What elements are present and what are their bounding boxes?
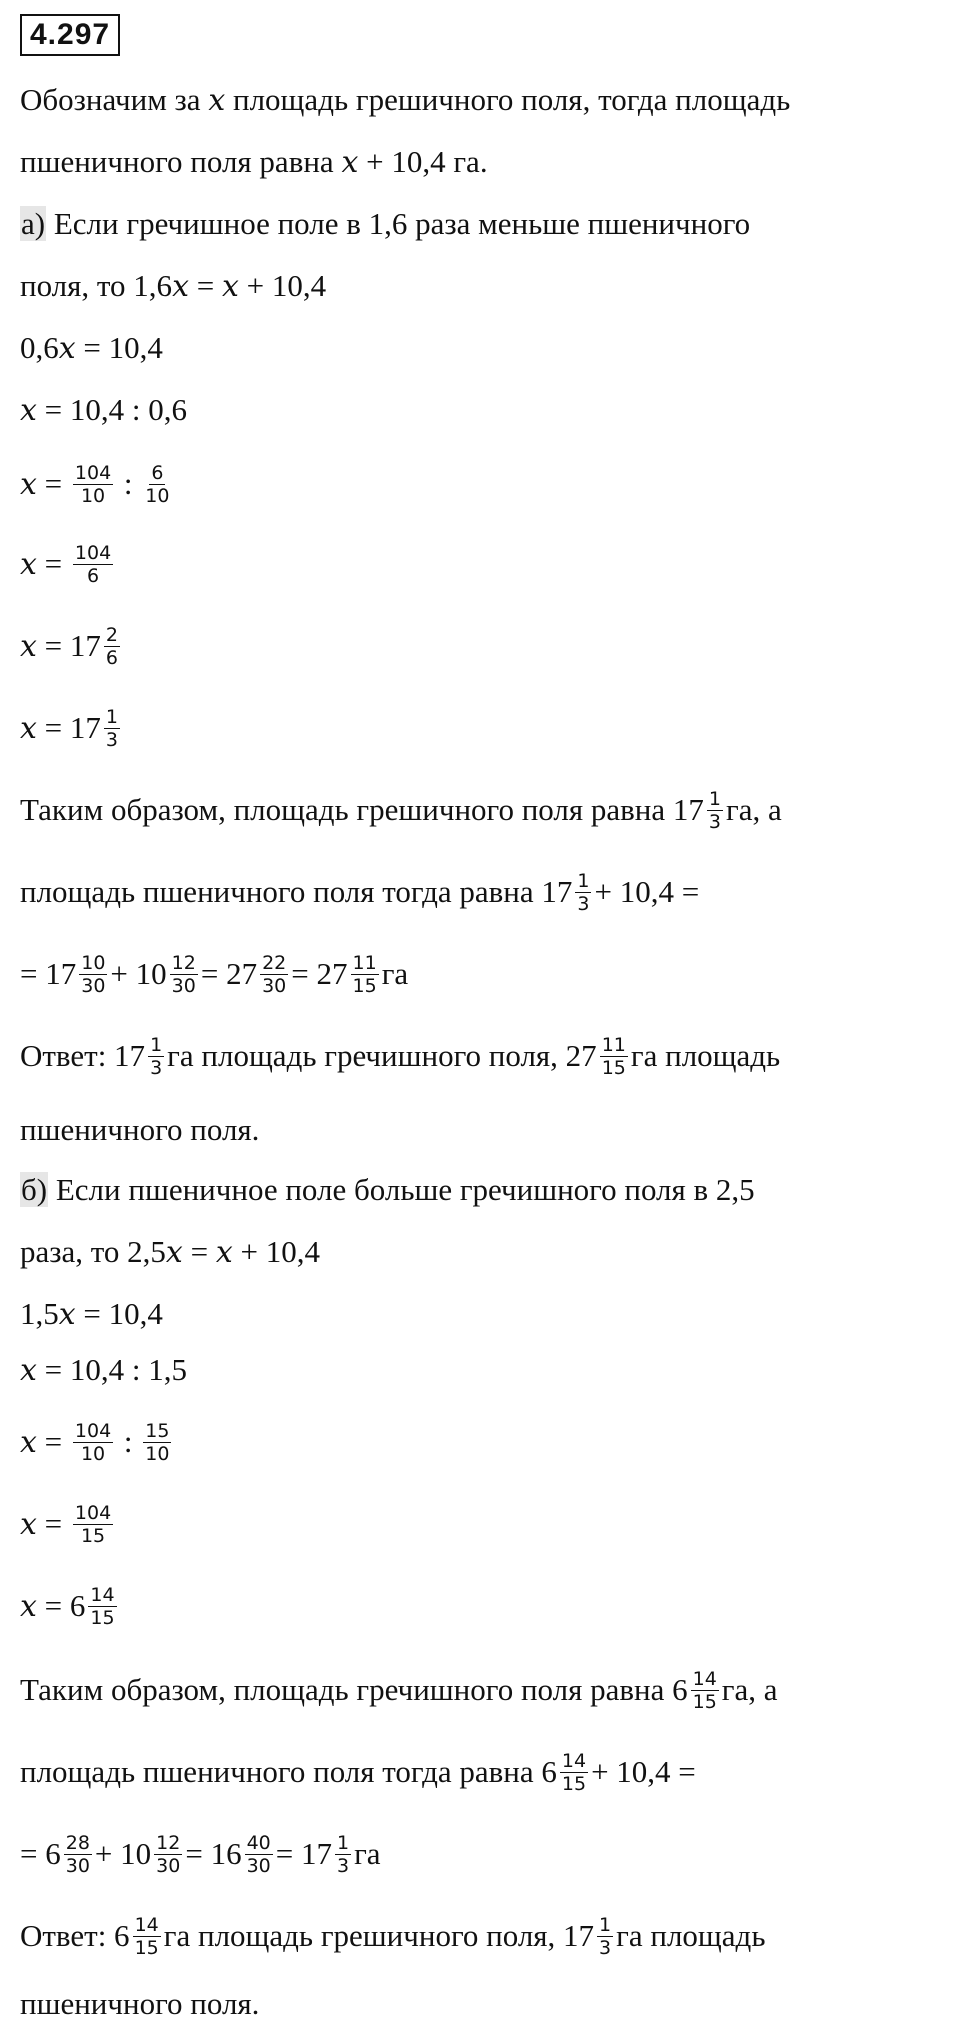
intro-line-2: пшеничного поля равна x + 10,4 га. bbox=[20, 144, 488, 180]
fraction: $\frac{40}{30}$ bbox=[246, 1832, 271, 1878]
fraction: $\frac{1}{3}$ bbox=[150, 1034, 163, 1080]
fraction: $\frac{28}{30}$ bbox=[65, 1832, 90, 1878]
fraction: $\frac{11}{15}$ bbox=[601, 1034, 626, 1080]
part-b-conclusion-2: площадь пшеничного поля тогда равна 6 $\frac{14}{15}$ + 10,4 = bbox=[20, 1750, 696, 1796]
part-b-eq-4: x = $\frac{104}{15}$ bbox=[20, 1502, 112, 1548]
fraction: $\frac{1}{3}$ bbox=[708, 788, 721, 834]
part-b-eq-2: x = 10,4 : 1,5 bbox=[20, 1352, 188, 1388]
part-a-eq-4: x = $\frac{104}{6}$ bbox=[20, 542, 112, 588]
part-b-answer-2: пшеничного поля. bbox=[20, 1986, 260, 2021]
part-a-answer-1: Ответ: 17 $\frac{1}{3}$ га площадь гречишного поля, 27 $\frac{11}{15}$ га площадь bbox=[20, 1034, 781, 1080]
part-a-eq-1: 0,6x = 10,4 bbox=[20, 330, 163, 366]
part-b-eq-3: x = $\frac{104}{10}$ : $\frac{15}{10}$ bbox=[20, 1420, 170, 1466]
part-a-condition-2: поля, то 1,6x = x + 10,4 bbox=[20, 268, 327, 304]
problem-number: 4.297 bbox=[20, 14, 120, 56]
fraction: $\frac{104}{10}$ bbox=[74, 1420, 112, 1466]
part-a-answer-2: пшеничного поля. bbox=[20, 1112, 260, 1147]
part-a-condition-1: а) Если гречишное поле в 1,6 раза меньше пшеничного bbox=[21, 206, 751, 241]
fraction: $\frac{104}{15}$ bbox=[74, 1502, 112, 1548]
fraction: $\frac{1}{3}$ bbox=[337, 1832, 350, 1878]
fraction: $\frac{22}{30}$ bbox=[262, 952, 287, 998]
fraction: $\frac{1}{3}$ bbox=[105, 706, 118, 752]
part-a-eq-2: x = 10,4 : 0,6 bbox=[20, 392, 188, 428]
fraction: $\frac{104}{6}$ bbox=[74, 542, 112, 588]
part-a-label: а) bbox=[21, 206, 46, 241]
part-b-answer-1: Ответ: 6 $\frac{14}{15}$ га площадь грешичного поля, 17 $\frac{1}{3}$ га площадь bbox=[20, 1914, 766, 1960]
fraction: $\frac{14}{15}$ bbox=[561, 1750, 587, 1796]
part-a-eq-3: x = $\frac{104}{10}$ : $\frac{6}{10}$ bbox=[20, 462, 170, 508]
fraction: $\frac{15}{10}$ bbox=[145, 1420, 170, 1466]
part-a-calculation: = 17 $\frac{10}{30}$ + 10 $\frac{12}{30}$ = 27 $\frac{22}{30}$ = 27 $\frac{11}{15}$ га bbox=[20, 952, 409, 998]
fraction: $\frac{6}{10}$ bbox=[145, 462, 170, 508]
fraction: $\frac{14}{15}$ bbox=[692, 1668, 717, 1714]
part-a-conclusion-2: площадь пшеничного поля тогда равна 17 $\frac{1}{3}$ + 10,4 = bbox=[20, 870, 700, 916]
fraction: $\frac{104}{10}$ bbox=[74, 462, 112, 508]
part-b-calculation: = 6 $\frac{28}{30}$ + 10 $\frac{12}{30}$ = 16 $\frac{40}{30}$ = 17 $\frac{1}{3}$ га bbox=[20, 1832, 381, 1878]
fraction: $\frac{14}{15}$ bbox=[90, 1584, 115, 1630]
fraction: $\frac{12}{30}$ bbox=[171, 952, 196, 998]
part-b-conclusion-1: Таким образом, площадь гречишного поля равна 6 $\frac{14}{15}$ га, а bbox=[20, 1668, 778, 1714]
part-b-eq-5: x = 6 $\frac{14}{15}$ bbox=[20, 1584, 115, 1630]
intro-line-1: Обозначим за x площадь грешичного поля, тогда площадь bbox=[20, 82, 791, 118]
fraction: $\frac{11}{15}$ bbox=[352, 952, 377, 998]
fraction: $\frac{2}{6}$ bbox=[105, 624, 118, 670]
part-a-conclusion-1: Таким образом, площадь грешичного поля равна 17 $\frac{1}{3}$ га, а bbox=[20, 788, 782, 834]
fraction: $\frac{1}{3}$ bbox=[577, 870, 590, 916]
part-b-label: б) bbox=[21, 1172, 48, 1207]
part-b-eq-1: 1,5x = 10,4 bbox=[20, 1296, 163, 1332]
fraction: $\frac{1}{3}$ bbox=[599, 1914, 612, 1960]
fraction: $\frac{14}{15}$ bbox=[134, 1914, 159, 1960]
part-a-eq-6: x = 17 $\frac{1}{3}$ bbox=[20, 706, 118, 752]
part-a-eq-5: x = 17 $\frac{2}{6}$ bbox=[20, 624, 118, 670]
fraction: $\frac{10}{30}$ bbox=[81, 952, 106, 998]
fraction: $\frac{12}{30}$ bbox=[156, 1832, 181, 1878]
part-b-condition-2: раза, то 2,5x = x + 10,4 bbox=[20, 1234, 320, 1270]
part-b-condition-1: б) Если пшеничное поле больше гречишного поля в 2,5 bbox=[21, 1172, 755, 1207]
